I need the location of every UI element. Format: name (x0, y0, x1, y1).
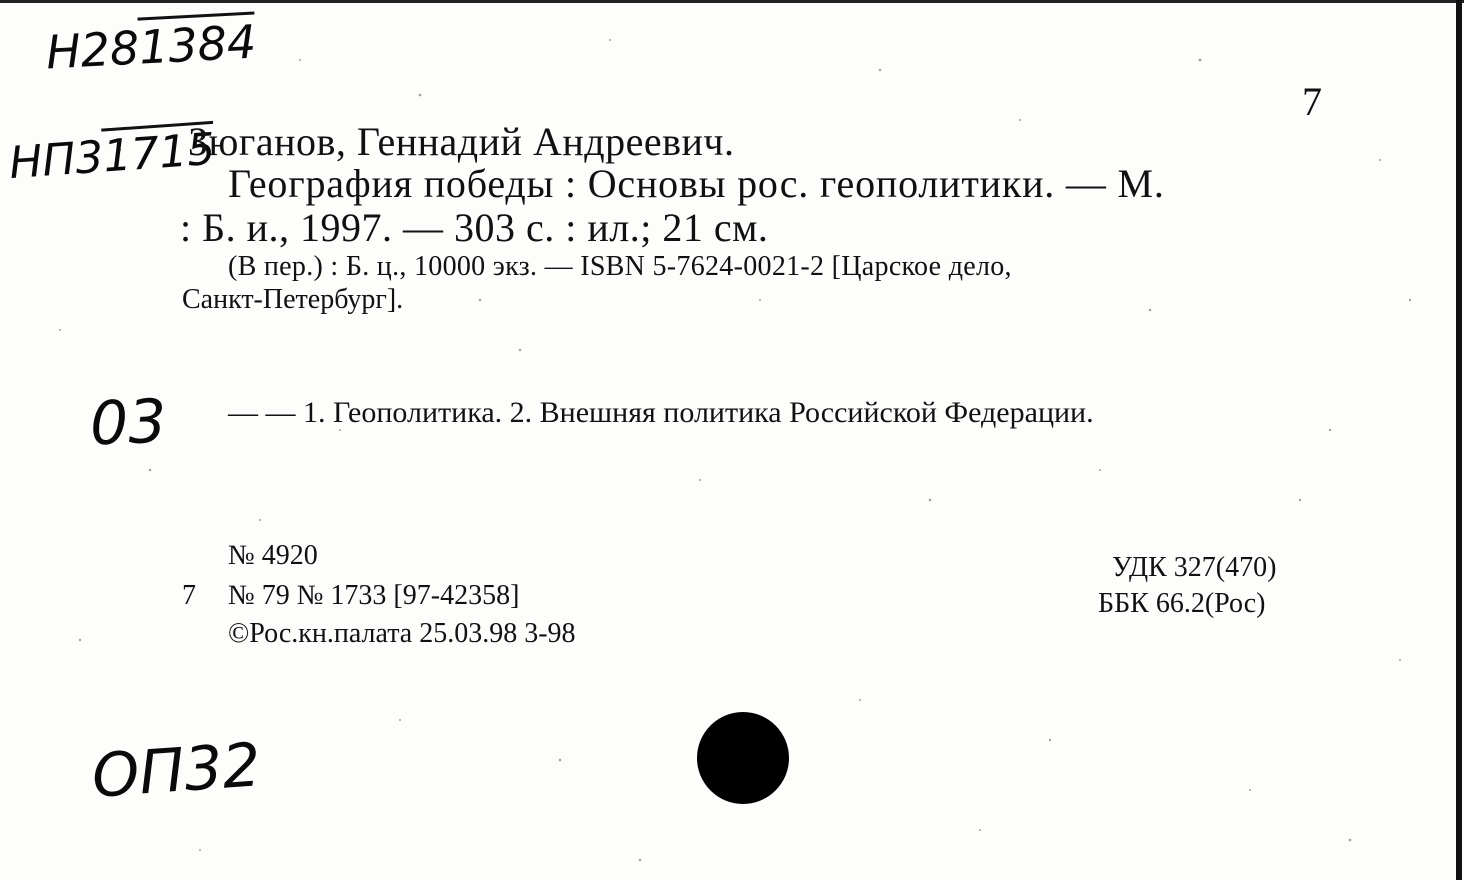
udk-code: УДК 327(470) (1112, 552, 1277, 583)
shelf-mark-middle-number: 1715 (101, 121, 216, 183)
shelf-mark-middle-prefix: НП3 (7, 131, 106, 190)
title-line-1: География победы : Основы рос. геополитики. — М. (228, 161, 1165, 206)
book-chamber-stamp: ©Рос.кн.палата 25.03.98 3-98 (228, 618, 576, 649)
card-punch-hole (697, 712, 789, 804)
subject-code: 03 (88, 386, 168, 460)
catalog-number-2: № 79 № 1733 [97-42358] (228, 580, 520, 611)
binding-line-1: (В пер.) : Б. ц., 10000 экз. — ISBN 5-7624-0021-2 [Царское дело, (228, 251, 1012, 282)
author-heading: Зюганов, Геннадий Андреевич. (188, 119, 735, 164)
card-edge-right (1456, 0, 1462, 880)
subject-headings: — — 1. Геополитика. 2. Внешняя политика Российской Федерации. (228, 396, 1094, 429)
shelf-mark-top-number: 1384 (138, 12, 258, 75)
catalog-line-2-prefix: 7 (182, 580, 196, 611)
catalog-number-1: № 4920 (228, 540, 318, 571)
card-edge-top (0, 0, 1464, 3)
title-line-2: : Б. и., 1997. — 303 с. : ил.; 21 см. (180, 205, 769, 250)
binding-line-2: Санкт-Петербург]. (182, 284, 404, 315)
bottom-code: ОП32 (89, 730, 263, 812)
card-number: 7 (1302, 79, 1323, 124)
shelf-mark-middle (5, 91, 217, 189)
bbk-code: ББК 66.2(Рос) (1098, 588, 1266, 619)
shelf-mark-top-prefix: Н28 (44, 20, 141, 80)
shelf-mark-top (45, 15, 258, 80)
